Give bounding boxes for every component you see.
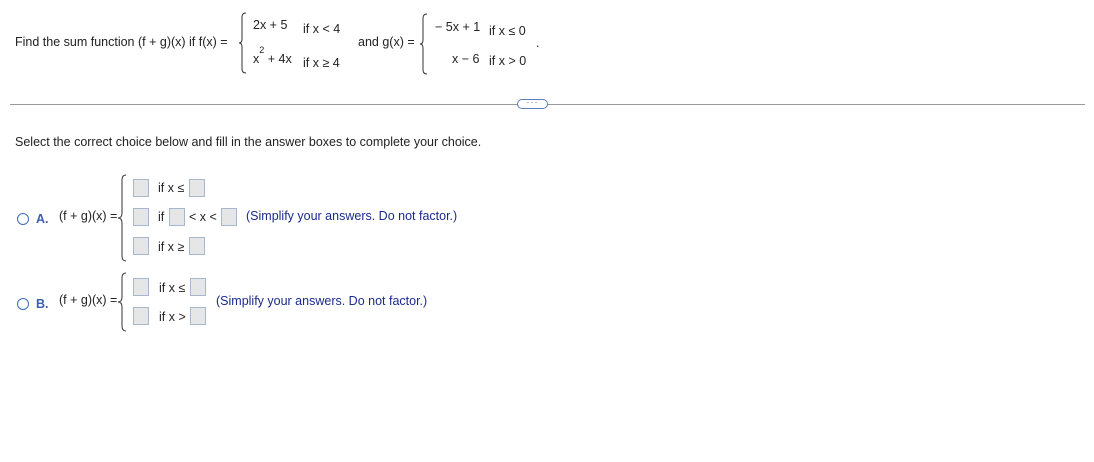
choice-a-row1-cond: if x ≤ <box>158 181 185 195</box>
f-piece2-rest: + 4x <box>264 52 292 67</box>
choice-a-brace <box>118 174 127 262</box>
instruction-text: Select the correct choice below and fill in the answer boxes to complete your choice. <box>15 135 482 149</box>
f-brace <box>239 12 247 74</box>
f-piece2-cond: if x ≥ 4 <box>303 56 340 70</box>
f-piece1-expr: 2x + 5 <box>253 18 288 32</box>
choice-a-row3-cond: if x ≥ <box>158 240 185 254</box>
question-period: . <box>536 36 540 50</box>
choice-a-expr-1-input[interactable] <box>133 179 149 197</box>
and-g-label: and g(x) = <box>358 35 415 49</box>
choice-a-radio[interactable] <box>17 213 29 225</box>
choice-a-lhs: (f + g)(x) = <box>59 209 118 223</box>
choice-a-letter: A. <box>36 212 49 226</box>
f-piece2-base: x <box>253 52 260 67</box>
choice-a-hint: (Simplify your answers. Do not factor.) <box>246 209 458 223</box>
choice-b-expr-2-input[interactable] <box>133 307 149 325</box>
choice-a-bound-2-input[interactable] <box>169 208 185 226</box>
choice-a-row2-if: if <box>158 210 165 224</box>
choice-b-lhs: (f + g)(x) = <box>59 293 118 307</box>
choice-b-hint: (Simplify your answers. Do not factor.) <box>216 294 428 308</box>
f-piece2-exp: 2 <box>259 45 265 55</box>
choice-a-bound-4-input[interactable] <box>189 237 205 255</box>
choice-b-bound-1-input[interactable] <box>190 278 206 296</box>
choice-b-row2-cond: if x > <box>159 310 186 324</box>
choice-b-brace <box>118 272 127 332</box>
choice-b-letter: B. <box>36 297 49 311</box>
question-prefix: Find the sum function (f + g)(x) if f(x) = <box>15 35 228 49</box>
g-brace <box>420 13 428 75</box>
choice-b-bound-2-input[interactable] <box>190 307 206 325</box>
choice-a-bound-1-input[interactable] <box>189 179 205 197</box>
choice-a-bound-3-input[interactable] <box>221 208 237 226</box>
choice-a-expr-2-input[interactable] <box>133 208 149 226</box>
more-options-button[interactable]: ··· <box>517 99 548 109</box>
g-piece2-expr: x − 6 <box>452 52 480 66</box>
choice-b-radio[interactable] <box>17 298 29 310</box>
choice-a-row2-mid: < x < <box>189 210 217 224</box>
f-piece2-expr <box>253 45 292 67</box>
g-piece1-expr: − 5x + 1 <box>435 20 481 34</box>
choice-b-expr-1-input[interactable] <box>133 278 149 296</box>
g-piece1-cond: if x ≤ 0 <box>489 24 526 38</box>
choice-a-expr-3-input[interactable] <box>133 237 149 255</box>
choice-b-row1-cond: if x ≤ <box>159 281 186 295</box>
f-piece1-cond: if x < 4 <box>303 22 341 36</box>
g-piece2-cond: if x > 0 <box>489 54 527 68</box>
